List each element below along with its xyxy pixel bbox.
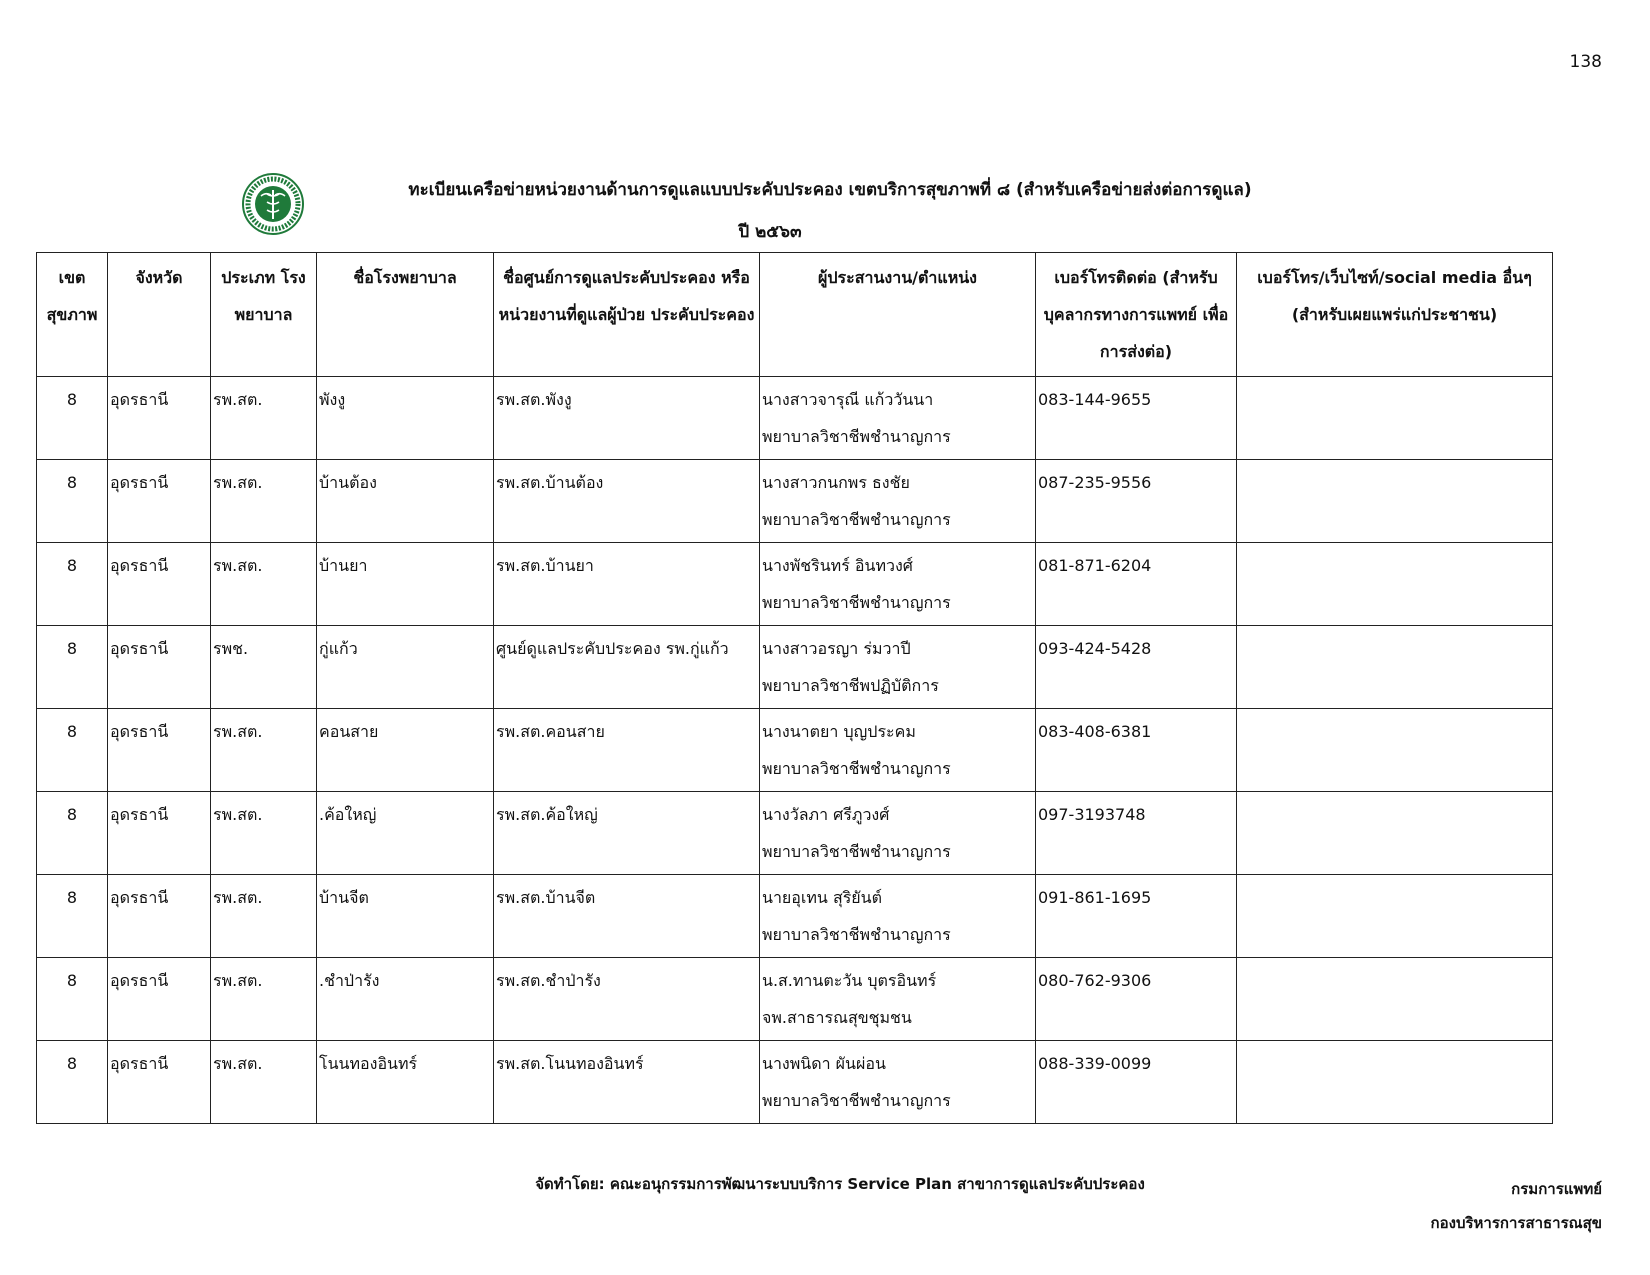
page-subtitle-year: ปี ๒๕๖๓ [738, 222, 802, 242]
cell-zone: 8 [37, 709, 108, 792]
cell-zone: 8 [37, 875, 108, 958]
cell-province: อุดรธานี [108, 377, 211, 460]
coordinator-name: นายอุเทน สุริยันต์ [762, 888, 883, 907]
cell-hospital-name: คอนสาย [317, 709, 494, 792]
cell-public-contact [1237, 626, 1553, 709]
column-header: ประเภท โรงพยาบาล [211, 253, 317, 377]
column-header: ชื่อโรงพยาบาล [317, 253, 494, 377]
coordinator-position: พยาบาลวิชาชีพชำนาญการ [762, 925, 951, 944]
coordinator-position: พยาบาลวิชาชีพชำนาญการ [762, 759, 951, 778]
table-row [37, 1041, 1553, 1124]
page-title: ทะเบียนเครือข่ายหน่วยงานด้านการดูแลแบบประคับประคอง เขตบริการสุขภาพที่ ๘ (สำหรับเครือข่ายส่งต่อการดูแล) [408, 180, 1252, 200]
cell-zone: 8 [37, 460, 108, 543]
cell-referral-phone: 088-339-0099 [1036, 1041, 1237, 1124]
cell-public-contact [1237, 543, 1553, 626]
cell-zone: 8 [37, 1041, 108, 1124]
cell-public-contact [1237, 875, 1553, 958]
table-row [37, 792, 1553, 875]
cell-coordinator [760, 543, 1036, 626]
table-row [37, 377, 1553, 460]
cell-referral-phone: 097-3193748 [1036, 792, 1237, 875]
cell-care-center: รพ.สต.บ้านยา [494, 543, 760, 626]
column-header: เขต สุขภาพ [37, 253, 108, 377]
cell-coordinator [760, 1041, 1036, 1124]
cell-coordinator [760, 792, 1036, 875]
cell-care-center: รพ.สต.โนนทองอินทร์ [494, 1041, 760, 1124]
cell-referral-phone: 087-235-9556 [1036, 460, 1237, 543]
cell-province: อุดรธานี [108, 709, 211, 792]
cell-province: อุดรธานี [108, 958, 211, 1041]
cell-coordinator [760, 709, 1036, 792]
table-row [37, 543, 1553, 626]
cell-public-contact [1237, 460, 1553, 543]
cell-hospital-name: บ้านยา [317, 543, 494, 626]
cell-referral-phone: 093-424-5428 [1036, 626, 1237, 709]
cell-coordinator [760, 626, 1036, 709]
cell-public-contact [1237, 1041, 1553, 1124]
cell-coordinator [760, 377, 1036, 460]
cell-coordinator [760, 958, 1036, 1041]
cell-hospital-name: บ้านต้อง [317, 460, 494, 543]
cell-coordinator [760, 460, 1036, 543]
column-header: ผู้ประสานงาน/ตำแหน่ง [760, 253, 1036, 377]
cell-hospital-type: รพ.สต. [211, 709, 317, 792]
cell-care-center: ศูนย์ดูแลประคับประคอง รพ.กู่แก้ว [494, 626, 760, 709]
cell-hospital-type: รพช. [211, 626, 317, 709]
coordinator-name: นางสาวจารุณี แก้ววันนา [762, 390, 934, 409]
cell-hospital-name: .ค้อใหญ่ [317, 792, 494, 875]
cell-care-center: รพ.สต.คอนสาย [494, 709, 760, 792]
cell-care-center: รพ.สต.ชำป่ารัง [494, 958, 760, 1041]
cell-province: อุดรธานี [108, 792, 211, 875]
cell-hospital-type: รพ.สต. [211, 1041, 317, 1124]
cell-referral-phone: 083-144-9655 [1036, 377, 1237, 460]
column-header: ชื่อศูนย์การดูแลประคับประคอง หรือ หน่วยงานที่ดูแลผู้ป่วย ประคับประคอง [494, 253, 760, 377]
cell-province: อุดรธานี [108, 626, 211, 709]
registry-table [36, 252, 1553, 1124]
cell-zone: 8 [37, 543, 108, 626]
cell-hospital-type: รพ.สต. [211, 958, 317, 1041]
table-row [37, 709, 1553, 792]
cell-care-center: รพ.สต.บ้านต้อง [494, 460, 760, 543]
cell-hospital-type: รพ.สต. [211, 377, 317, 460]
coordinator-position: พยาบาลวิชาชีพชำนาญการ [762, 593, 951, 612]
table-header-row [37, 253, 1553, 377]
coordinator-name: นางสาวกนกพร ธงชัย [762, 473, 910, 492]
cell-province: อุดรธานี [108, 460, 211, 543]
cell-care-center: รพ.สต.บ้านจีต [494, 875, 760, 958]
cell-hospital-name: .ชำป่ารัง [317, 958, 494, 1041]
coordinator-name: นางพัชรินทร์ อินทวงศ์ [762, 556, 913, 575]
footer-credit: จัดทำโดย: คณะอนุกรรมการพัฒนาระบบบริการ Service Plan สาขาการดูแลประคับประคอง [535, 1175, 1145, 1193]
coordinator-position: จพ.สาธารณสุขชุมชน [762, 1008, 912, 1027]
cell-hospital-type: รพ.สต. [211, 875, 317, 958]
table-row [37, 460, 1553, 543]
cell-public-contact [1237, 709, 1553, 792]
cell-care-center: รพ.สต.พังงู [494, 377, 760, 460]
coordinator-name: น.ส.ทานตะวัน บุตรอินทร์ [762, 971, 937, 990]
coordinator-position: พยาบาลวิชาชีพชำนาญการ [762, 427, 951, 446]
cell-zone: 8 [37, 792, 108, 875]
footer-department-line1: กรมการแพทย์ [1511, 1180, 1602, 1198]
column-header: เบอร์โทรติดต่อ (สำหรับ บุคลากรทางการแพทย์ เพื่อการส่งต่อ) [1036, 253, 1237, 377]
coordinator-position: พยาบาลวิชาชีพชำนาญการ [762, 510, 951, 529]
footer-department [1431, 1172, 1602, 1240]
cell-referral-phone: 080-762-9306 [1036, 958, 1237, 1041]
coordinator-name: นางวัลภา ศรีภูวงศ์ [762, 805, 890, 824]
cell-public-contact [1237, 377, 1553, 460]
cell-referral-phone: 081-871-6204 [1036, 543, 1237, 626]
cell-hospital-type: รพ.สต. [211, 792, 317, 875]
coordinator-position: พยาบาลวิชาชีพปฏิบัติการ [762, 676, 939, 695]
table-body [37, 377, 1553, 1124]
cell-hospital-name: บ้านจีต [317, 875, 494, 958]
cell-hospital-type: รพ.สต. [211, 460, 317, 543]
cell-care-center: รพ.สต.ค้อใหญ่ [494, 792, 760, 875]
coordinator-name: นางพนิดา ผันผ่อน [762, 1054, 886, 1073]
ministry-seal-icon [238, 172, 308, 236]
cell-referral-phone: 091-861-1695 [1036, 875, 1237, 958]
cell-province: อุดรธานี [108, 1041, 211, 1124]
cell-hospital-name: กู่แก้ว [317, 626, 494, 709]
table-row [37, 958, 1553, 1041]
cell-hospital-type: รพ.สต. [211, 543, 317, 626]
cell-zone: 8 [37, 626, 108, 709]
cell-zone: 8 [37, 377, 108, 460]
cell-hospital-name: พังงู [317, 377, 494, 460]
cell-province: อุดรธานี [108, 543, 211, 626]
cell-hospital-name: โนนทองอินทร์ [317, 1041, 494, 1124]
coordinator-name: นางสาวอรญา ร่มวาปี [762, 639, 911, 658]
cell-public-contact [1237, 958, 1553, 1041]
cell-coordinator [760, 875, 1036, 958]
footer-department-line2: กองบริหารการสาธารณสุข [1430, 1214, 1602, 1232]
coordinator-position: พยาบาลวิชาชีพชำนาญการ [762, 1091, 951, 1110]
cell-public-contact [1237, 792, 1553, 875]
cell-province: อุดรธานี [108, 875, 211, 958]
cell-referral-phone: 083-408-6381 [1036, 709, 1237, 792]
column-header: จังหวัด [108, 253, 211, 377]
cell-zone: 8 [37, 958, 108, 1041]
coordinator-name: นางนาตยา บุญประคม [762, 722, 916, 741]
coordinator-position: พยาบาลวิชาชีพชำนาญการ [762, 842, 951, 861]
table-row [37, 875, 1553, 958]
page-number: 138 [1569, 52, 1602, 72]
column-header: เบอร์โทร/เว็บไซท์/social media อื่นๆ (สำหรับเผยแพร่แก่ประชาชน) [1237, 253, 1553, 377]
table-row [37, 626, 1553, 709]
